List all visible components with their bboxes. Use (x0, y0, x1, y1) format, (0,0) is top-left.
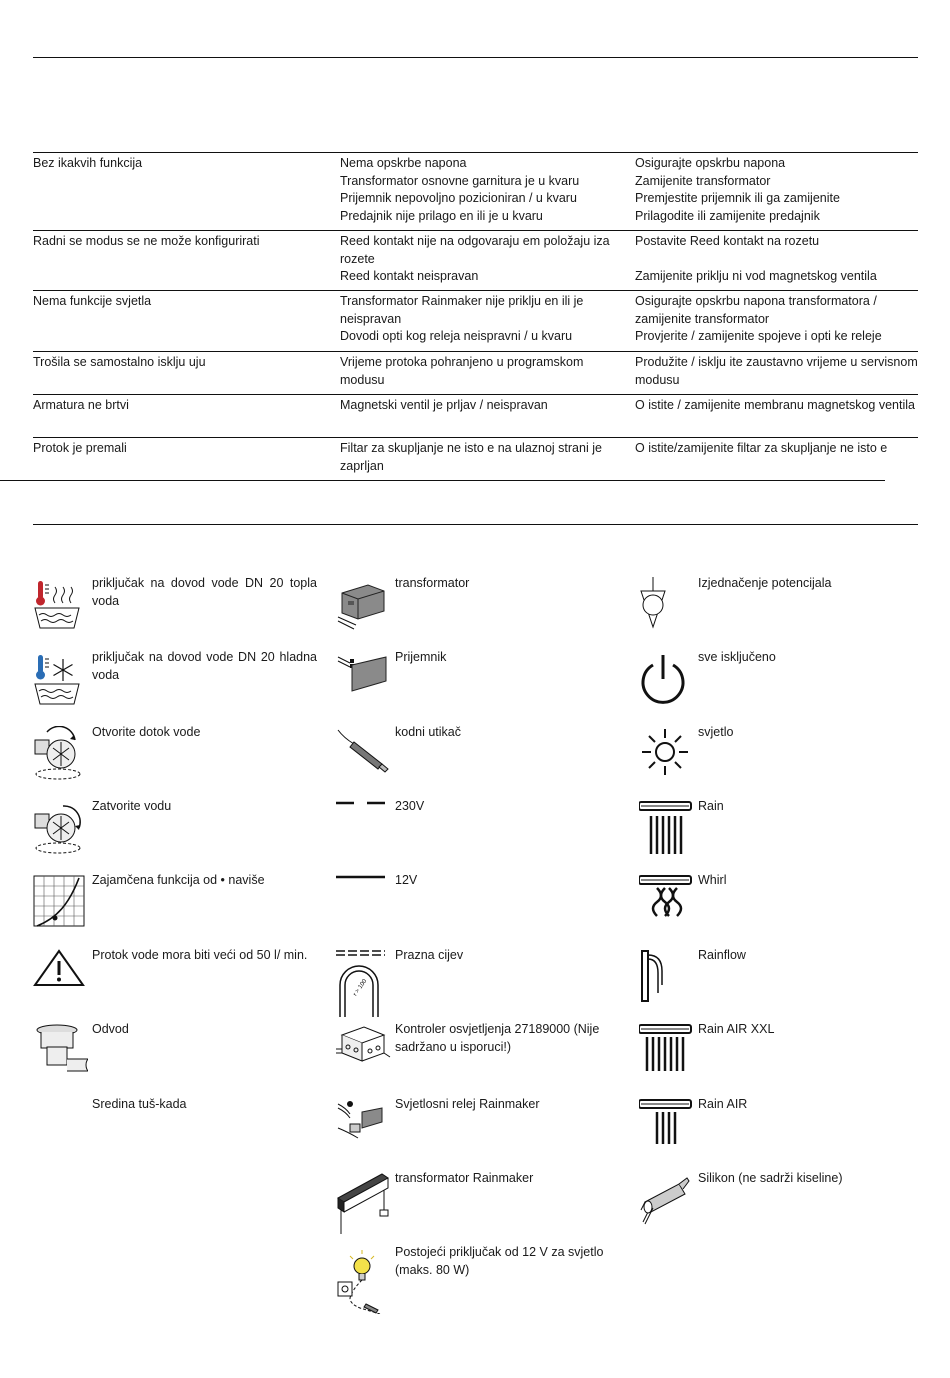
fault-cell: Armatura ne brtvi (33, 398, 129, 412)
symbol-label: Odvod (92, 1022, 129, 1036)
symbol-label: Postojeći priključak od 12 V za svjetlo (maks. 80 W) (395, 1245, 604, 1277)
dashed-line-230v-icon (336, 800, 391, 858)
fault-cell: Protok je premali (33, 441, 127, 455)
remedy-line: Postavite Reed kontakt na rozetu (635, 234, 820, 248)
equipotential-bonding-icon (639, 577, 694, 635)
fault-cell: Radni se modus se ne može konfigurirati (33, 234, 260, 248)
table-row (33, 152, 918, 231)
existing-light-connection-icon (336, 1246, 391, 1304)
table-row (33, 394, 918, 438)
symbol-label: Zatvorite vodu (92, 799, 172, 813)
symbol-label: Sredina tuš-kada (92, 1097, 187, 1111)
light-relay-icon (336, 1098, 391, 1156)
symbol-label: 12V (395, 873, 418, 887)
cause-line: Reed kontakt neispravan (340, 269, 479, 283)
light-sun-icon (639, 726, 694, 784)
table-bottom-rule (0, 480, 885, 481)
lighting-controller-icon (336, 1023, 391, 1081)
cause-line: Reed kontakt nije na odgovaraju em položaju iza rozete (340, 234, 610, 266)
symbol-label: Protok vode mora biti veći od 50 l/ min. (92, 948, 308, 962)
table-row (33, 230, 918, 291)
symbol-label: Otvorite dotok vode (92, 725, 201, 739)
solid-line-12v-icon (336, 874, 391, 932)
empty-pipe-icon (336, 949, 391, 1007)
open-water-valve-icon (33, 726, 88, 784)
symbol-label: Rain AIR (698, 1097, 748, 1111)
symbol-label: kodni utikač (395, 725, 462, 739)
remedy-line: Zamijenite transformator (635, 173, 771, 188)
symbol-label: Prazna cijev (395, 948, 464, 962)
remedy-line: Prilagodite ili zamijenite predajnik (635, 208, 820, 223)
rain-air-spray-icon (639, 1098, 694, 1156)
table-row (33, 437, 918, 481)
remedy-line: Produžite / isklju ite zaustavno vrijeme u servisnom modusu (635, 355, 918, 387)
cause-line: Magnetski ventil je prljav / neispravan (340, 398, 548, 412)
code-plug-icon (336, 726, 391, 784)
symbol-label: Zajamčena funkcija od • naviše (92, 873, 265, 887)
fault-cell: Nema funkcije svjetla (33, 294, 152, 308)
remedy-line: O istite / zamijenite membranu magnetskog ventila (635, 398, 915, 412)
symbol-label: Rainflow (698, 948, 746, 962)
symbol-label: Kontroler osvjetljenja 27189000 (Nije sadržano u isporuci!) (395, 1022, 600, 1054)
cause-line: Dovodi opti kog releja neispravni / u kvaru (340, 329, 573, 343)
warning-triangle-icon (33, 949, 88, 1007)
rain-spray-icon (639, 800, 694, 858)
table-row (33, 290, 918, 352)
remedy-line: Osigurajte opskrbu napona (635, 156, 786, 170)
cause-line: Transformator osnovne garnitura je u kvaru (340, 173, 580, 188)
fault-cell: Bez ikakvih funkcija (33, 156, 143, 170)
table-row (33, 351, 918, 395)
symbol-label: Prijemnik (395, 650, 447, 664)
receiver-icon (336, 651, 391, 709)
top-rule (33, 57, 918, 58)
drain-icon (33, 1023, 88, 1081)
symbol-label: priključak na dovod vode DN 20 topla voda (92, 576, 317, 608)
remedy-line: Provjerite / zamijenite spojeve i opti ke releje (635, 329, 882, 343)
symbol-label: transformator Rainmaker (395, 1171, 534, 1185)
rainmaker-transformer-icon (336, 1172, 391, 1230)
symbol-label: svjetlo (698, 725, 734, 739)
transformer-icon (336, 577, 391, 635)
symbol-label: priključak na dovod vode DN 20 hladna voda (92, 650, 317, 682)
remedy-line: O istite/zamijenite filtar za skupljanje ne isto e (635, 441, 888, 455)
fault-cell: Trošila se samostalno isklju uju (33, 355, 206, 369)
whirl-spray-icon (639, 874, 694, 932)
remedy-line: Zamijenite priklju ni vod magnetskog ventila (635, 269, 877, 283)
symbol-label: transformator (395, 576, 470, 590)
remedy-line: Premjestite prijemnik ili ga zamijenite (635, 191, 840, 205)
rain-air-xxl-spray-icon (639, 1023, 694, 1081)
remedy-line (635, 251, 918, 269)
symbol-label: Rain AIR XXL (698, 1022, 775, 1036)
symbol-label: Izjednačenje potencijala (698, 576, 832, 590)
symbol-label: Rain (698, 799, 724, 813)
cold-water-connection-icon (33, 651, 88, 709)
cause-line: Predajnik nije prilago en ili je u kvaru (340, 208, 543, 223)
rainflow-spray-icon (639, 949, 694, 1007)
cause-line: Prijemnik nepovoljno pozicioniran / u kvaru (340, 191, 577, 205)
hot-water-connection-icon (33, 577, 88, 635)
remedy-line: Osigurajte opskrbu napona transformatora / zamijenite transformator (635, 294, 877, 326)
cause-line: Vrijeme protoka pohranjeno u programskom modusu (340, 355, 584, 387)
symbol-label: 230V (395, 799, 425, 813)
section-rule (33, 524, 918, 525)
pipe-radius-text: r > 100 (352, 978, 369, 998)
cause-line: Filtar za skupljanje ne isto e na ulaznoj strani je zaprljan (340, 441, 602, 473)
function-graph-icon (33, 874, 88, 932)
symbol-label: sve isključeno (698, 650, 776, 664)
cause-line: Transformator Rainmaker nije priklju en ili je neispravan (340, 294, 584, 326)
power-off-icon (639, 651, 694, 709)
symbol-label: Whirl (698, 873, 727, 887)
cause-line: Nema opskrbe napona (340, 156, 467, 170)
symbol-label: Silikon (ne sadrži kiseline) (698, 1171, 843, 1185)
silicone-cartridge-icon (639, 1172, 694, 1230)
close-water-valve-icon (33, 800, 88, 858)
symbol-label: Svjetlosni relej Rainmaker (395, 1097, 540, 1111)
